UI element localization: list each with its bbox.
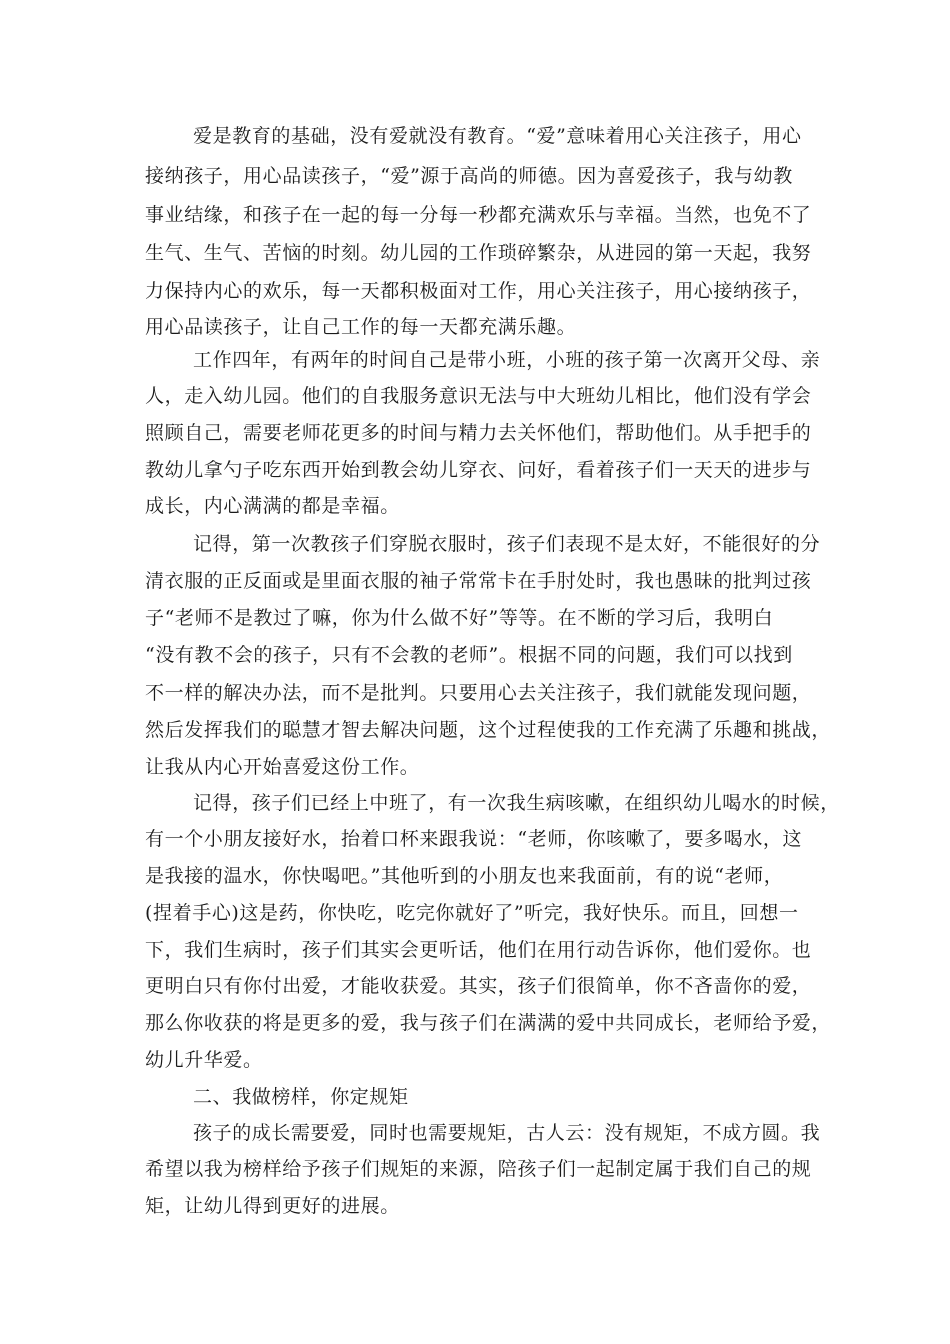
text-line: 清衣服的正反面或是里面衣服的袖子常常卡在手肘处时，我也愚昧的批判过孩 xyxy=(145,570,812,592)
text-line: 成长，内心满满的都是幸福。 xyxy=(145,495,400,517)
text-line: 爱是教育的基础，没有爱就没有教育。“爱”意味着用心关注孩子，用心 xyxy=(193,125,802,147)
text-line: 照顾自己，需要老师花更多的时间与精力去关怀他们，帮助他们。从手把手的 xyxy=(145,422,812,444)
text-line: 矩，让幼儿得到更好的进展。 xyxy=(145,1195,400,1217)
text-line: 工作四年，有两年的时间自己是带小班，小班的孩子第一次离开父母、亲 xyxy=(193,349,821,371)
text-line: 是我接的温水，你快喝吧。”其他听到的小朋友也来我面前，有的说“老师， xyxy=(145,865,784,887)
text-line: 子“老师不是教过了嘛，你为什么做不好”等等。在不断的学习后，我明白 xyxy=(145,607,774,629)
text-line: 记得，孩子们已经上中班了，有一次我生病咳嗽，在组织幼儿喝水的时候， xyxy=(193,792,840,814)
text-line: 幼儿升华爱。 xyxy=(145,1049,263,1071)
text-line: 接纳孩子，用心品读孩子，“爱”源于高尚的师德。因为喜爱孩子，我与幼教 xyxy=(145,165,793,187)
text-line: “没有教不会的孩子，只有不会教的老师”。根据不同的问题，我们可以找到 xyxy=(145,644,793,666)
text-line: 人，走入幼儿园。他们的自我服务意识无法与中大班幼儿相比，他们没有学会 xyxy=(145,385,812,407)
text-line: 生气、生气、苦恼的时刻。幼儿园的工作琐碎繁杂，从进园的第一天起，我努 xyxy=(145,242,812,264)
text-line: 教幼儿拿勺子吃东西开始到教会幼儿穿衣、问好，看着孩子们一天天的进步与 xyxy=(145,459,812,481)
text-line: 不一样的解决办法，而不是批判。只要用心去关注孩子，我们就能发现问题， xyxy=(145,682,812,704)
text-line: 让我从内心开始喜爱这份工作。 xyxy=(145,756,420,778)
text-line: 孩子的成长需要爱，同时也需要规矩，古人云：没有规矩，不成方圆。我 xyxy=(193,1122,821,1144)
text-line: 有一个小朋友接好水，抬着口杯来跟我说：“老师，你咳嗽了，要多喝水，这 xyxy=(145,828,803,850)
text-line: 下，我们生病时，孩子们其实会更听话，他们在用行动告诉你，他们爱你。也 xyxy=(145,939,812,961)
text-line: 力保持内心的欢乐，每一天都积极面对工作，用心关注孩子，用心接纳孩子， xyxy=(145,280,812,302)
text-line: (捏着手心)这是药，你快吃，吃完你就好了”听完，我好快乐。而且，回想一 xyxy=(145,902,799,924)
text-line: 用心品读孩子，让自己工作的每一天都充满乐趣。 xyxy=(145,316,577,338)
text-line: 更明白只有你付出爱，才能收获爱。其实，孩子们很简单，你不吝啬你的爱， xyxy=(145,975,812,997)
text-line: 然后发挥我们的聪慧才智去解决问题，这个过程使我的工作充满了乐趣和挑战， xyxy=(145,719,832,741)
text-line: 希望以我为榜样给予孩子们规矩的来源，陪孩子们一起制定属于我们自己的规 xyxy=(145,1158,812,1180)
text-line: 记得，第一次教孩子们穿脱衣服时，孩子们表现不是太好，不能很好的分 xyxy=(193,533,821,555)
text-line: 事业结缘，和孩子在一起的每一分每一秒都充满欢乐与幸福。当然，也免不了 xyxy=(145,204,812,226)
text-line: 那么你收获的将是更多的爱，我与孩子们在满满的爱中共同成长，老师给予爱， xyxy=(145,1012,832,1034)
section-heading: 二、我做榜样，你定规矩 xyxy=(193,1086,409,1108)
